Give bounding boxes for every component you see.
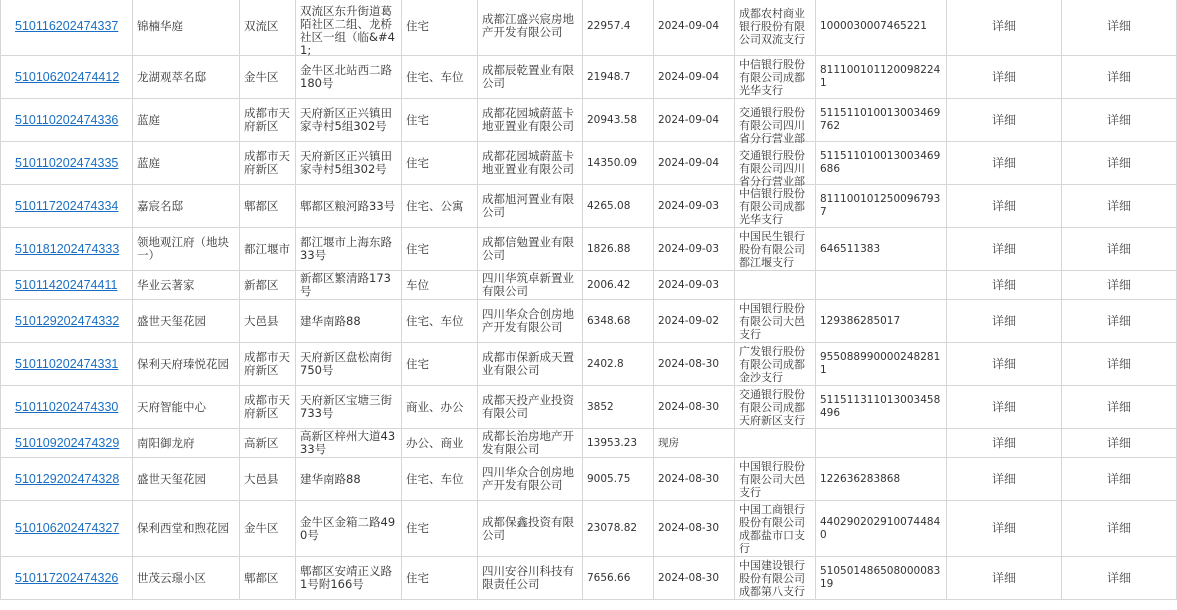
developer-cell	[478, 271, 583, 300]
district-cell: 双流区	[240, 0, 296, 56]
project-code-link[interactable]: 510110202474335	[15, 155, 119, 170]
table-row	[1, 386, 1177, 429]
district-cell: 成都市天府新区	[240, 142, 296, 185]
date-cell: 现房	[654, 429, 735, 458]
address-text: 天府新区宝塘三街733号	[300, 393, 392, 420]
detail-link-2[interactable]: 详细	[1062, 99, 1177, 142]
district-cell: 郫都区	[240, 185, 296, 228]
project-code-link[interactable]: 510117202474334	[15, 198, 119, 213]
usage-cell: 住宅、车位	[402, 56, 478, 99]
bank-cell	[735, 501, 816, 557]
detail-link-2[interactable]: 详细	[1062, 56, 1177, 99]
detail-link-2[interactable]: 详细	[1062, 228, 1177, 271]
district-cell: 新都区	[240, 271, 296, 300]
project-code-link[interactable]: 510114202474411	[15, 277, 118, 292]
address-cell	[296, 271, 402, 300]
date-cell: 2024-09-04	[654, 99, 735, 142]
address-cell	[296, 0, 402, 56]
project-code-cell	[1, 56, 133, 99]
project-code-cell	[1, 228, 133, 271]
table-row	[1, 343, 1177, 386]
date-cell: 2024-09-03	[654, 185, 735, 228]
project-name-cell: 盛世天玺花园	[133, 458, 240, 501]
project-code-link[interactable]: 510129202474328	[15, 471, 120, 486]
project-name-cell: 盛世天玺花园	[133, 300, 240, 343]
usage-cell: 住宅	[402, 228, 478, 271]
bank-cell	[735, 429, 816, 458]
district-cell: 成都市天府新区	[240, 386, 296, 429]
developer-cell	[478, 228, 583, 271]
project-code-link[interactable]: 510181202474333	[15, 241, 120, 256]
project-code-cell	[1, 300, 133, 343]
account-cell: 646511383	[816, 228, 947, 271]
developer-text: 四川华众合创房地产开发有限公司	[482, 465, 574, 492]
address-cell	[296, 557, 402, 600]
address-text: 都江堰市上海东路33号	[300, 235, 392, 262]
date-cell: 2024-09-04	[654, 142, 735, 185]
address-text: 郫都区安靖正义路1号附166号	[300, 564, 392, 591]
account-cell: 511511010013003469686	[816, 142, 947, 185]
project-code-link[interactable]: 510110202474336	[15, 112, 119, 127]
project-code-cell	[1, 271, 133, 300]
project-name-cell: 世茂云璟小区	[133, 557, 240, 600]
developer-text: 四川安谷川科技有限责任公司	[482, 564, 574, 591]
developer-cell	[478, 343, 583, 386]
address-cell	[296, 185, 402, 228]
detail-link-2[interactable]: 详细	[1062, 458, 1177, 501]
project-name-cell: 嘉宸名邸	[133, 185, 240, 228]
district-cell: 都江堰市	[240, 228, 296, 271]
area-cell: 22957.4	[583, 0, 654, 56]
developer-cell	[478, 0, 583, 56]
bank-cell	[735, 99, 816, 145]
project-code-cell	[1, 429, 133, 458]
address-text: 金牛区北站西二路180号	[300, 63, 392, 90]
date-cell: 2024-09-02	[654, 300, 735, 343]
bank-cell	[735, 185, 816, 228]
detail-link-1[interactable]: 详细	[947, 0, 1062, 56]
district-cell: 高新区	[240, 429, 296, 458]
project-code-cell	[1, 0, 133, 56]
project-code-link[interactable]: 510110202474330	[15, 399, 119, 414]
address-text: 天府新区正兴镇田家寺村5组302号	[300, 106, 392, 133]
address-cell	[296, 501, 402, 557]
detail-link-1[interactable]: 详细	[947, 429, 1062, 458]
address-text: 天府新区盘松南街750号	[300, 350, 392, 377]
district-cell: 郫都区	[240, 557, 296, 600]
address-text: 双流区东升街道葛陌社区二组、龙桥社区一组（临&#41;	[300, 4, 395, 57]
area-cell: 23078.82	[583, 501, 654, 557]
project-name-cell: 锦楠华庭	[133, 0, 240, 56]
address-cell	[296, 142, 402, 185]
account-cell	[816, 271, 947, 300]
bank-text: 中国银行股份有限公司大邑支行	[739, 459, 805, 499]
detail-link-1[interactable]: 详细	[947, 56, 1062, 99]
account-cell: 511511311013003458496	[816, 386, 947, 429]
address-text: 金牛区金箱二路490号	[300, 514, 396, 542]
area-cell: 21948.7	[583, 56, 654, 99]
detail-link-2[interactable]: 详细	[1062, 0, 1177, 56]
table-row	[1, 142, 1177, 185]
bank-text: 中信银行股份有限公司成都光华支行	[739, 57, 805, 97]
district-cell: 大邑县	[240, 458, 296, 501]
bank-text: 中国银行股份有限公司大邑支行	[739, 301, 805, 341]
detail-link-2[interactable]: 详细	[1062, 300, 1177, 343]
project-code-link[interactable]: 510129202474332	[15, 313, 120, 328]
account-cell: 9550889900002482811	[816, 343, 947, 386]
project-name-cell: 蓝庭	[133, 99, 240, 142]
project-name-cell: 领地观江府（地块一）	[133, 228, 240, 271]
project-name-cell: 保利天府瑧悦花园	[133, 343, 240, 386]
usage-cell: 住宅	[402, 142, 478, 185]
detail-link-1[interactable]: 详细	[947, 458, 1062, 501]
table-row	[1, 300, 1177, 343]
project-code-cell	[1, 557, 133, 600]
bank-text: 中信银行股份有限公司成都光华支行	[739, 186, 805, 226]
usage-cell: 商业、办公	[402, 386, 478, 429]
detail-link-1[interactable]: 详细	[947, 185, 1062, 228]
project-code-cell	[1, 458, 133, 501]
project-code-link[interactable]: 510110202474331	[15, 356, 119, 371]
project-code-cell	[1, 185, 133, 228]
bank-cell	[735, 271, 816, 300]
date-cell: 2024-09-03	[654, 271, 735, 300]
bank-cell	[735, 56, 816, 99]
district-cell: 成都市天府新区	[240, 343, 296, 386]
district-cell: 成都市天府新区	[240, 99, 296, 142]
account-cell: 8111001011200982241	[816, 56, 947, 99]
bank-text: 中国建设银行股份有限公司成都第八支行	[739, 559, 805, 598]
detail-link-1[interactable]: 详细	[947, 300, 1062, 343]
area-cell: 20943.58	[583, 99, 654, 142]
district-cell: 大邑县	[240, 300, 296, 343]
bank-cell	[735, 228, 816, 271]
project-code-link[interactable]: 510117202474326	[15, 570, 119, 585]
address-text: 高新区梓州大道4333号	[300, 429, 396, 456]
usage-cell: 住宅、车位	[402, 300, 478, 343]
bank-cell	[735, 386, 816, 429]
detail-link-1[interactable]: 详细	[947, 501, 1062, 557]
table-row	[1, 501, 1177, 557]
developer-text: 四川华筑卓新置业有限公司	[482, 271, 574, 298]
project-name-cell: 蓝庭	[133, 142, 240, 185]
area-cell: 13953.23	[583, 429, 654, 458]
developer-cell	[478, 99, 583, 142]
developer-cell	[478, 300, 583, 343]
bank-cell	[735, 557, 816, 600]
table-row	[1, 56, 1177, 99]
developer-text: 成都长治房地产开发有限公司	[482, 429, 574, 456]
area-cell: 1826.88	[583, 228, 654, 271]
account-cell: 511511010013003469762	[816, 99, 947, 142]
bank-text: 成都农村商业银行股份有限公司双流支行	[739, 6, 805, 46]
project-code-link[interactable]: 510116202474337	[15, 18, 119, 33]
usage-cell: 住宅、公寓	[402, 185, 478, 228]
account-cell: 4402902029100744840	[816, 501, 947, 557]
account-cell: 129386285017	[816, 300, 947, 343]
address-cell	[296, 99, 402, 142]
detail-link-2[interactable]: 详细	[1062, 142, 1177, 185]
date-cell: 2024-08-30	[654, 343, 735, 386]
table-row	[1, 99, 1177, 142]
detail-link-2[interactable]: 详细	[1062, 185, 1177, 228]
detail-link-1[interactable]: 详细	[947, 99, 1062, 142]
developer-text: 成都旭河置业有限公司	[482, 192, 574, 219]
project-code-link[interactable]: 510109202474329	[15, 435, 120, 450]
project-code-cell	[1, 386, 133, 429]
bank-text: 交通银行股份有限公司成都天府新区支行	[739, 387, 805, 427]
developer-cell	[478, 142, 583, 185]
area-cell: 3852	[583, 386, 654, 429]
bank-text: 交通银行股份有限公司四川省分行营业部	[739, 149, 805, 188]
area-cell: 4265.08	[583, 185, 654, 228]
table-row	[1, 185, 1177, 228]
district-cell: 金牛区	[240, 56, 296, 99]
address-text: 建华南路88	[300, 313, 361, 328]
detail-link-1[interactable]: 详细	[947, 343, 1062, 386]
address-cell	[296, 343, 402, 386]
project-name-cell: 保利西堂和煦花园	[133, 501, 240, 557]
area-cell: 14350.09	[583, 142, 654, 185]
date-cell: 2024-09-03	[654, 228, 735, 271]
detail-link-2[interactable]: 详细	[1062, 429, 1177, 458]
detail-link-2[interactable]: 详细	[1062, 343, 1177, 386]
address-text: 郫都区粮河路33号	[300, 198, 396, 213]
project-code-cell	[1, 142, 133, 185]
developer-text: 成都花园城蔚蓝卡地亚置业有限公司	[482, 149, 574, 176]
address-cell	[296, 228, 402, 271]
date-cell: 2024-08-30	[654, 557, 735, 600]
table-row	[1, 458, 1177, 501]
usage-cell: 住宅	[402, 99, 478, 142]
table-row	[1, 271, 1177, 300]
detail-link-2[interactable]: 详细	[1062, 557, 1177, 600]
usage-cell: 车位	[402, 271, 478, 300]
date-cell: 2024-09-04	[654, 56, 735, 99]
address-text: 建华南路88	[300, 471, 361, 486]
date-cell: 2024-08-30	[654, 386, 735, 429]
developer-text: 成都辰乾置业有限公司	[482, 63, 574, 90]
area-cell: 2006.42	[583, 271, 654, 300]
bank-text: 交通银行股份有限公司四川省分行营业部	[739, 106, 805, 145]
project-code-link[interactable]: 510106202474327	[15, 521, 120, 535]
developer-cell	[478, 185, 583, 228]
project-code-cell	[1, 501, 133, 557]
address-cell	[296, 56, 402, 99]
bank-cell	[735, 458, 816, 501]
usage-cell: 住宅	[402, 343, 478, 386]
address-cell	[296, 386, 402, 429]
usage-cell: 住宅、车位	[402, 458, 478, 501]
usage-cell: 住宅	[402, 0, 478, 56]
account-cell: 51050148650800008319	[816, 557, 947, 600]
account-cell: 8111001012500967937	[816, 185, 947, 228]
project-code-cell	[1, 343, 133, 386]
developer-cell	[478, 56, 583, 99]
account-cell	[816, 429, 947, 458]
area-cell: 2402.8	[583, 343, 654, 386]
account-cell: 1000030007465221	[816, 0, 947, 56]
bank-text: 广发银行股份有限公司成都金沙支行	[739, 345, 805, 384]
developer-text: 四川华众合创房地产开发有限公司	[482, 307, 574, 334]
account-cell: 122636283868	[816, 458, 947, 501]
area-cell: 9005.75	[583, 458, 654, 501]
developer-text: 成都江盛兴宸房地产开发有限公司	[482, 12, 574, 39]
developer-text: 成都天投产业投资有限公司	[482, 393, 574, 420]
bank-cell	[735, 343, 816, 386]
project-name-cell: 天府智能中心	[133, 386, 240, 429]
detail-link-2[interactable]: 详细	[1062, 271, 1177, 300]
usage-cell: 住宅	[402, 501, 478, 557]
developer-cell	[478, 501, 583, 557]
table-row	[1, 557, 1177, 600]
bank-cell	[735, 0, 816, 56]
detail-link-2[interactable]: 详细	[1062, 386, 1177, 429]
usage-cell: 办公、商业	[402, 429, 478, 458]
address-cell	[296, 458, 402, 501]
detail-link-1[interactable]: 详细	[947, 142, 1062, 185]
address-cell	[296, 429, 402, 458]
bank-cell	[735, 142, 816, 188]
address-text: 新都区繁清路173号	[300, 271, 391, 298]
bank-text: 中国工商银行股份有限公司成都盐市口支行	[739, 502, 805, 555]
detail-link-1[interactable]: 详细	[947, 228, 1062, 271]
area-cell: 6348.68	[583, 300, 654, 343]
table-row	[1, 0, 1177, 56]
developer-cell	[478, 458, 583, 501]
developer-text: 成都市保新成天置业有限公司	[482, 350, 574, 377]
table-row	[1, 429, 1177, 458]
project-code-link[interactable]: 510106202474412	[15, 69, 120, 84]
detail-link-1[interactable]: 详细	[947, 271, 1062, 300]
bank-text: 中国民生银行股份有限公司都江堰支行	[739, 229, 805, 269]
project-code-cell	[1, 99, 133, 142]
date-cell: 2024-08-30	[654, 501, 735, 557]
table-row	[1, 228, 1177, 271]
address-cell	[296, 300, 402, 343]
usage-cell: 住宅	[402, 557, 478, 600]
developer-text: 成都花园城蔚蓝卡地亚置业有限公司	[482, 106, 574, 133]
address-text: 天府新区正兴镇田家寺村5组302号	[300, 149, 392, 176]
developer-cell	[478, 429, 583, 458]
developer-cell	[478, 386, 583, 429]
developer-text: 成都信勉置业有限公司	[482, 235, 574, 262]
district-cell: 金牛区	[240, 501, 296, 557]
bank-cell	[735, 300, 816, 343]
project-name-cell: 南阳御龙府	[133, 429, 240, 458]
project-name-cell: 龙湖观萃名邸	[133, 56, 240, 99]
date-cell: 2024-09-04	[654, 0, 735, 56]
detail-link-1[interactable]: 详细	[947, 386, 1062, 429]
area-cell: 7656.66	[583, 557, 654, 600]
date-cell: 2024-08-30	[654, 458, 735, 501]
detail-link-2[interactable]: 详细	[1062, 501, 1177, 557]
developer-text: 成都保鑫投资有限公司	[482, 514, 574, 542]
developer-cell	[478, 557, 583, 600]
project-name-cell: 华业云著家	[133, 271, 240, 300]
detail-link-1[interactable]: 详细	[947, 557, 1062, 600]
